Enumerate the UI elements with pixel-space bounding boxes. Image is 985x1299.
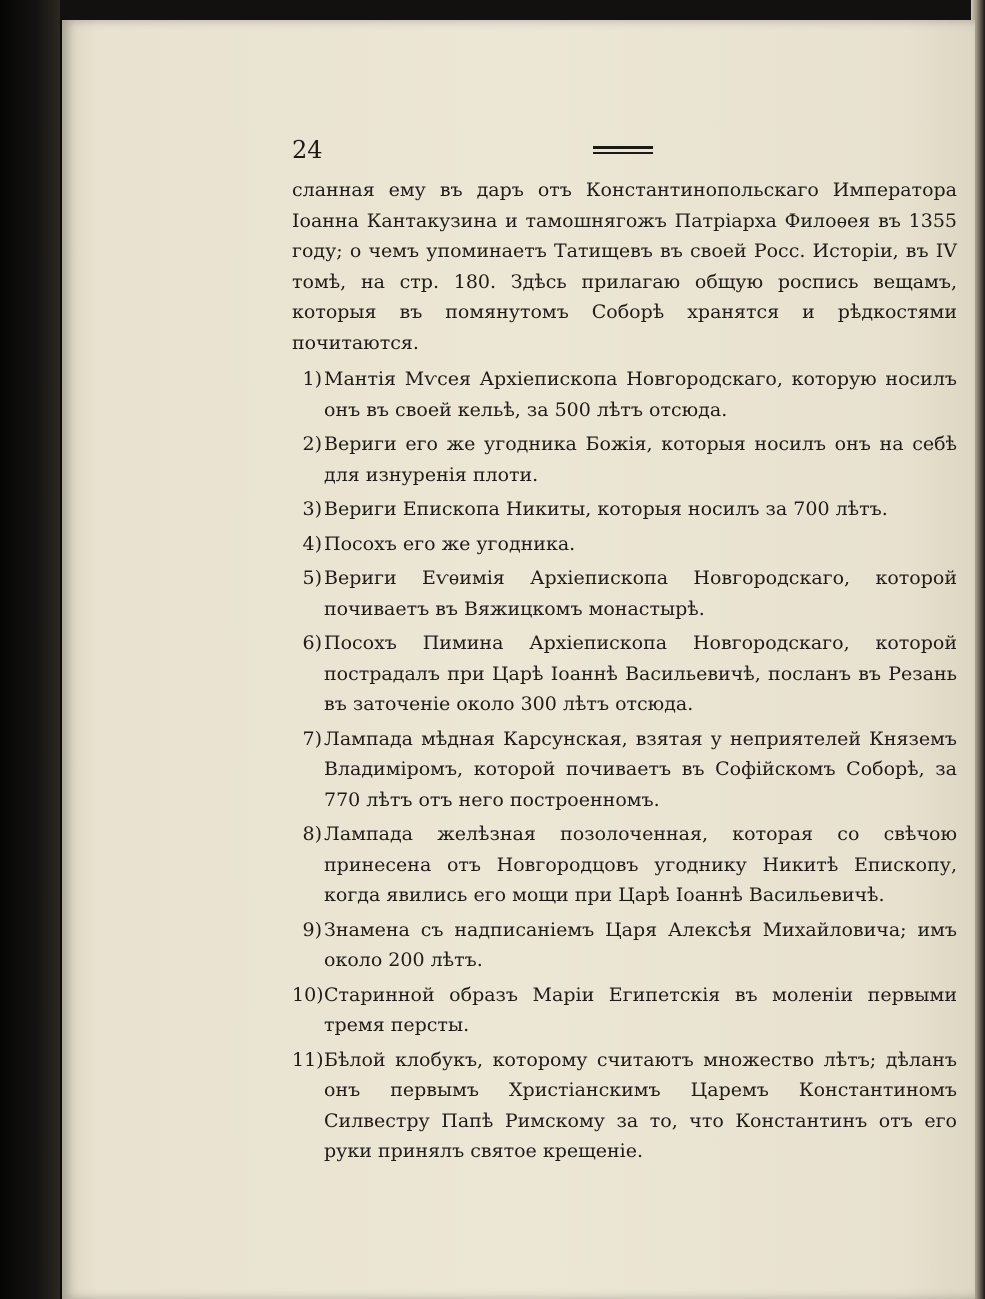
entry-number: 6)	[302, 632, 322, 654]
entry-number: 11)	[292, 1048, 324, 1071]
entry-text: Лампада мѣдная Карсунская, взятая у неприятелей Княземъ Владиміромъ, которой почиваетъ въ Софійскомъ Соборѣ, за 770 лѣтъ отъ него построенномъ.	[324, 727, 957, 811]
inventory-entry	[292, 1045, 957, 1167]
entry-text: Мантія Мѵсея Архіепископа Новгородскаго, которую носилъ онъ въ своей кельѣ, за 500 лѣтъ отсюда.	[324, 368, 957, 421]
entry-text: Старинной образъ Маріи Египетскія въ моленіи первыми тремя персты.	[324, 983, 957, 1036]
entry-text: Лампада желѣзная позолоченная, которая со свѣчою принесена отъ Новгородцовъ угоднику Никитѣ Епископу, когда явились его мощи при Царѣ Іоаннѣ Васильевичѣ.	[324, 823, 957, 906]
entry-text: Бѣлой клобукъ, которому считаютъ множество лѣтъ; дѣланъ онъ первымъ Христіанскимъ Царемъ Константиномъ Силвестру Папѣ Римскому за то, что Константинъ отъ его руки принялъ святое крещеніе.	[324, 1048, 957, 1162]
entry-text: Посохъ его же угодника.	[324, 532, 576, 555]
scan-background-top	[60, 0, 985, 20]
inventory-entry	[292, 980, 957, 1041]
entry-text: Вериги Епископа Никиты, которыя носилъ за 700 лѣтъ.	[324, 498, 888, 520]
page-body	[292, 175, 957, 1171]
inventory-entry	[292, 628, 957, 720]
inventory-entry	[292, 563, 957, 624]
entry-number: 8)	[302, 823, 322, 845]
entry-number: 3)	[302, 498, 322, 520]
entry-number: 7)	[302, 727, 322, 750]
entry-text: Знамена съ надписаніемъ Царя Алексѣя Михайловича; имъ около 200 лѣтъ.	[324, 918, 957, 971]
entry-text: Вериги его же угодника Божія, которыя носилъ онъ на себѣ для изнуренія плоти.	[324, 433, 957, 486]
page-number: 24	[292, 136, 323, 164]
entry-text: Посохъ Пимина Архіепископа Новгородскаго, которой пострадалъ при Царѣ Іоаннѣ Васильевичѣ, посланъ въ Резань въ заточеніе около 300 лѣтъ отсюда.	[324, 632, 957, 715]
inventory-entry	[292, 429, 957, 490]
entry-number: 10)	[292, 983, 324, 1006]
entry-number: 5)	[302, 567, 322, 589]
entry-number: 9)	[302, 918, 322, 941]
entry-number: 2)	[302, 433, 322, 455]
entry-text: Вериги Еѵѳимія Архіепископа Новгородскаго, которой почиваетъ въ Вяжицкомъ монастырѣ.	[324, 567, 957, 620]
inventory-list	[292, 364, 957, 1167]
inventory-entry	[292, 724, 957, 816]
intro-paragraph: сланная ему въ даръ отъ Константинопольскаго Императора Іоанна Кантакузина и тамошнягожъ Патріарха Филоѳея въ 1355 году; о чемъ упоминаетъ Татищевъ въ своей Росс. Исторіи, въ IV томѣ, на стр. 180. Здѣсь прилагаю общую роспись вещамъ, которыя въ помянутомъ Соборѣ хранятся и рѣдкостями почитаются.	[292, 179, 957, 354]
book-spine-shadow	[0, 0, 60, 1299]
inventory-entry	[292, 529, 957, 560]
inventory-entry	[292, 494, 957, 525]
inventory-entry	[292, 364, 957, 425]
header-rule-ornament	[593, 146, 653, 156]
inventory-entry	[292, 915, 957, 976]
entry-number: 4)	[302, 532, 322, 555]
inventory-entry	[292, 819, 957, 911]
entry-number: 1)	[302, 368, 322, 390]
